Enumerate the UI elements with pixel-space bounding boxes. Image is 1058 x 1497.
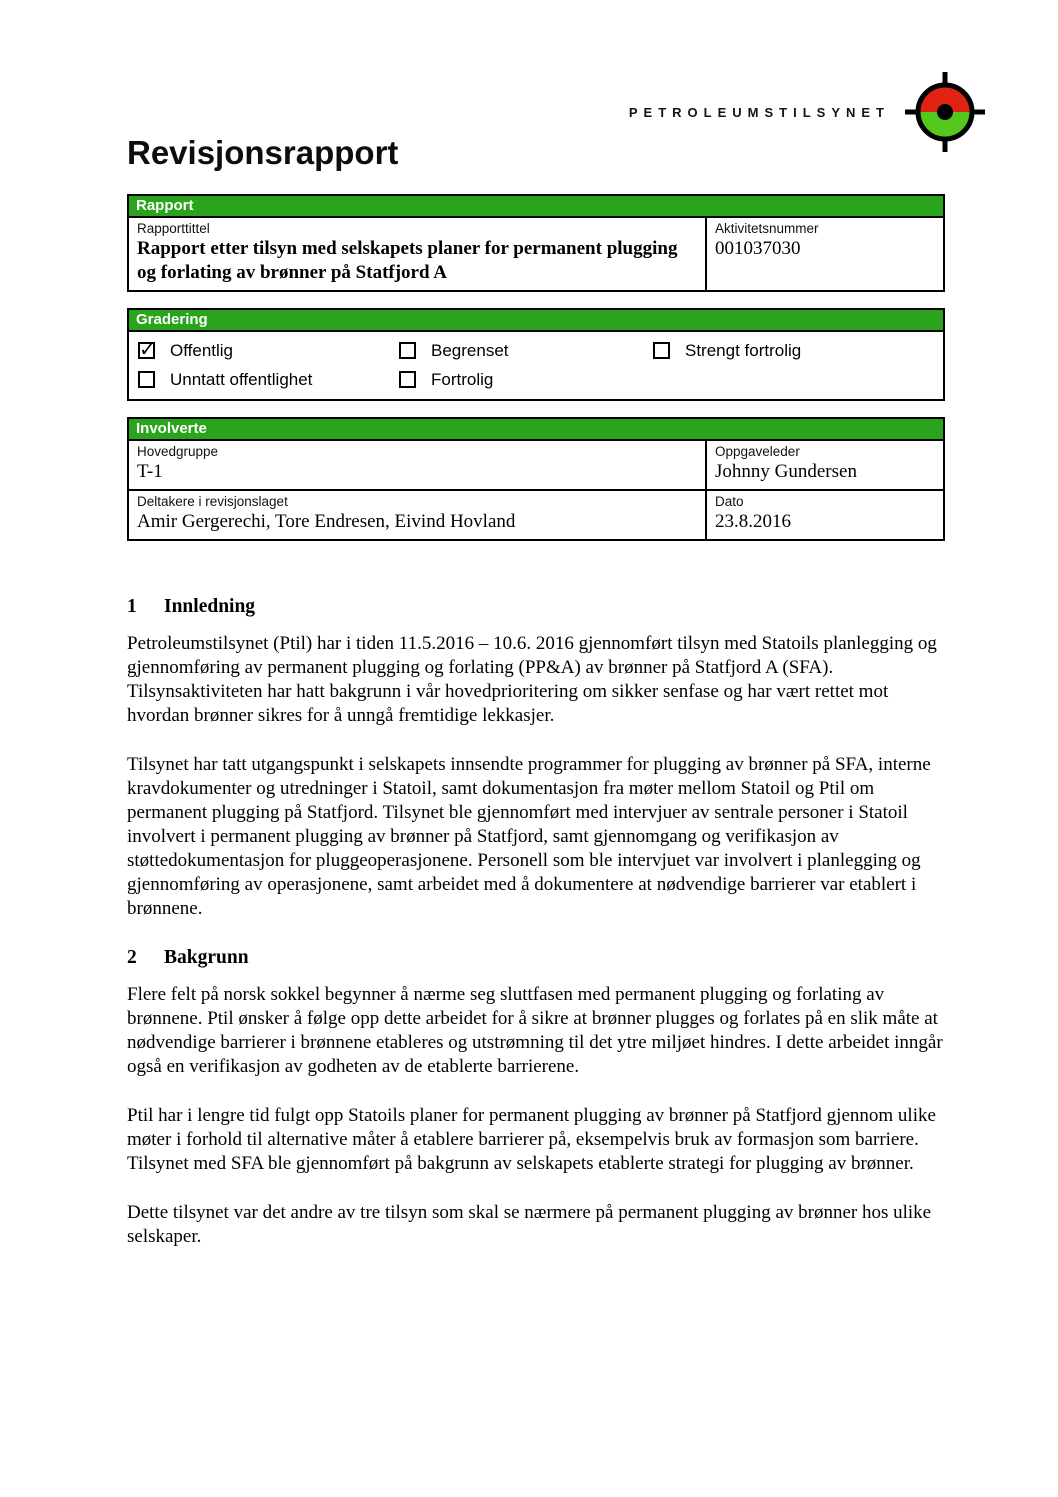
document-body xyxy=(127,596,945,1249)
section-2-heading xyxy=(127,947,945,969)
dato-cell xyxy=(707,491,943,539)
deltakere-cell xyxy=(129,491,707,539)
section-1-title: Innledning xyxy=(164,596,256,617)
gradering-table xyxy=(127,308,945,401)
strengt-fortrolig-label: Strengt fortrolig xyxy=(685,340,802,360)
unntatt-offentlighet-checkbox[interactable] xyxy=(138,371,155,388)
oppgaveleder-label: Oppgaveleder xyxy=(715,444,800,459)
option-fortrolig xyxy=(399,365,653,394)
option-strengt-fortrolig xyxy=(653,336,943,365)
option-empty xyxy=(653,365,943,394)
deltakere-value: Amir Gergerechi, Tore Endresen, Eivind Hovland xyxy=(137,511,516,532)
deltakere-label: Deltakere i revisjonslaget xyxy=(137,494,288,509)
dato-label: Dato xyxy=(715,494,744,509)
section-1-number: 1 xyxy=(127,596,137,617)
document-content xyxy=(127,0,945,1249)
aktivitetsnummer-cell xyxy=(707,218,943,290)
section-2-number: 2 xyxy=(127,947,137,968)
section-1-paragraph-2: Tilsynet har tatt utgangspunkt i selskapets innsendte programmer for plugging av brønner på SFA, interne kravdokumenter og utredninger i Statoil, samt dokumentasjon fra møter mellom Statoil og Ptil om permanent plugging på Statfjord. Tilsynet ble gjennomført med intervjuer av sentrale personer i Statoil involvert i permanent plugging av brønner på Statfjord, samt gjennomgang og verifikasjon av støttedokumentasjon for pluggeoperasjonene. Personell som ble intervjuet var involvert i planlegging og gjennomføring av operasjonene, samt arbeidet med å dokumentere at nødvendige barrierer var etablert i brønnene. xyxy=(127,754,931,919)
rapporttittel-label: Rapporttittel xyxy=(137,221,210,236)
rapporttittel-value: Rapport etter tilsyn med selskapets planer for permanent plugging og forlating av brønner på Statfjord A xyxy=(137,238,678,283)
gradering-row-2 xyxy=(138,365,943,394)
oppgaveleder-cell xyxy=(707,441,943,489)
section-1-paragraph-1: Petroleumstilsynet (Ptil) har i tiden 11.5.2016 – 10.6. 2016 gjennomført tilsyn med Statoils planlegging og gjennomføring av permanent plugging og forlating (PP&A) av brønner på Statfjord A (SFA). Tilsynsaktiviteten har hatt bakgrunn i vår hovedprioritering om sikker senfase og har vært rettet mot hvordan brønner sikres for å unngå fremtidige lekkasjer. xyxy=(127,633,937,726)
rapport-table xyxy=(127,194,945,292)
aktivitetsnummer-label: Aktivitetsnummer xyxy=(715,221,819,236)
oppgaveleder-value: Johnny Gundersen xyxy=(715,461,857,482)
involverte-table xyxy=(127,417,945,541)
gradering-row-1 xyxy=(138,336,943,365)
dato-value: 23.8.2016 xyxy=(715,511,791,532)
section-2-paragraph-3: Dette tilsynet var det andre av tre tilsyn som skal se nærmere på permanent plugging av brønner hos ulike selskaper. xyxy=(127,1202,932,1247)
rapporttittel-cell xyxy=(129,218,707,290)
section-2-paragraph-1: Flere felt på norsk sokkel begynner å nærme seg sluttfasen med permanent plugging og forlating av brønnene. Ptil ønsker å følge opp dette arbeidet for å sikre at brønner plugges og forlates på en slik måte at nødvendige barrierer i brønnene etableres og utstrømning til det ytre miljøet hindres. I dette arbeidet inngår også en verifikasjon av godheten av de etablerte barrierene. xyxy=(127,984,943,1077)
hovedgruppe-cell xyxy=(129,441,707,489)
aktivitetsnummer-value: 001037030 xyxy=(715,238,801,259)
option-begrenset xyxy=(399,336,653,365)
option-offentlig xyxy=(138,336,399,365)
option-unntatt-offentlighet xyxy=(138,365,399,394)
hovedgruppe-label: Hovedgruppe xyxy=(137,444,219,459)
unntatt-offentlighet-label: Unntatt offentlighet xyxy=(170,369,313,389)
begrenset-label: Begrenset xyxy=(431,340,509,360)
strengt-fortrolig-checkbox[interactable] xyxy=(653,342,670,359)
offentlig-label: Offentlig xyxy=(170,340,234,360)
section-1-heading xyxy=(127,596,945,618)
gradering-table-header: Gradering xyxy=(129,310,943,332)
fortrolig-label: Fortrolig xyxy=(431,369,494,389)
section-2-title: Bakgrunn xyxy=(164,947,249,968)
begrenset-checkbox[interactable] xyxy=(399,342,416,359)
section-2-paragraph-2: Ptil har i lengre tid fulgt opp Statoils planer for permanent plugging av brønner på Statfjord gjennom ulike møter i forhold til alternative måter å etablere barrierer på, eksempelvis bruk av formasjon som barriere. Tilsynet med SFA ble gjennomført på bakgrunn av selskapets etablerte strategi for plugging av brønner. xyxy=(127,1105,936,1174)
hovedgruppe-value: T-1 xyxy=(137,461,163,482)
page-title: Revisjonsrapport xyxy=(127,134,399,171)
logo-text: PETROLEUMSTILSYNET xyxy=(628,104,890,120)
involverte-table-header: Involverte xyxy=(129,419,943,441)
fortrolig-checkbox[interactable] xyxy=(399,371,416,388)
offentlig-checkbox[interactable] xyxy=(138,342,155,359)
involverte-row-1 xyxy=(129,441,943,491)
rapport-table-header: Rapport xyxy=(129,196,943,218)
involverte-row-2 xyxy=(129,491,943,539)
